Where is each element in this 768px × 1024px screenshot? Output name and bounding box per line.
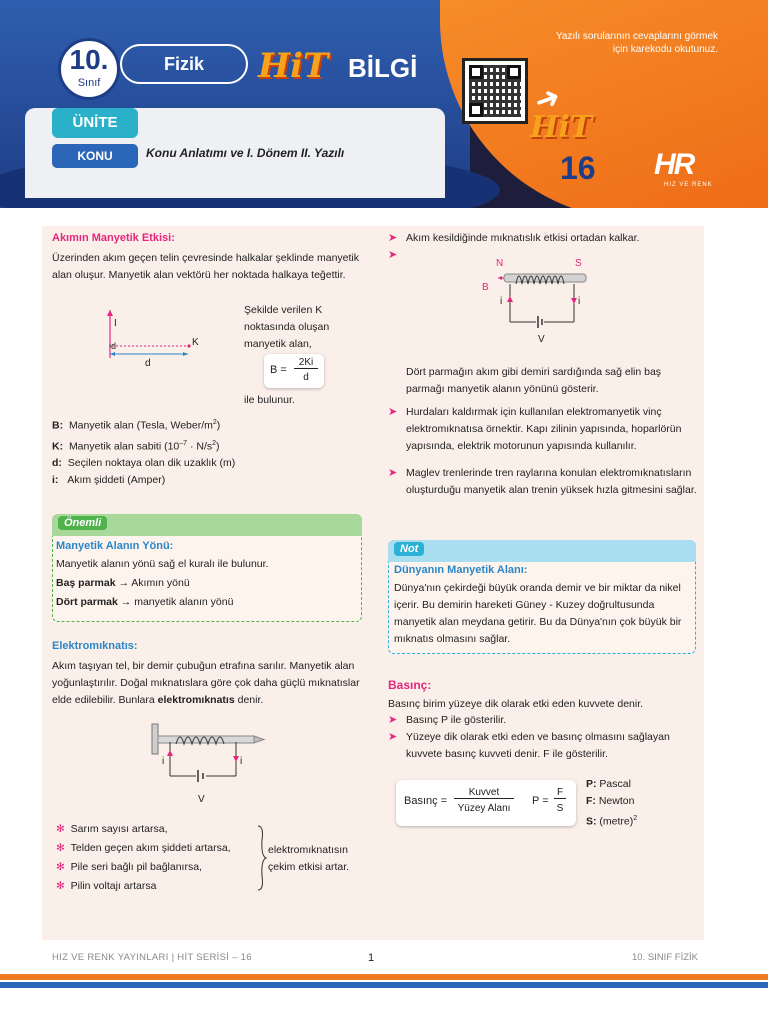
list-item (388, 729, 698, 763)
arrow-bullet-icon: ➤ (388, 232, 398, 244)
definition-i (52, 472, 362, 489)
plain-text: → Akımın yönü (115, 577, 190, 589)
definition-k (52, 435, 362, 456)
arrow-bullet-icon: ➤ (388, 714, 398, 726)
bullet-list-top (388, 230, 698, 261)
bilgi-logo: BİLGİ (348, 53, 418, 83)
paragraph: elektromıknatısın çekim etkisi artar. (268, 844, 350, 873)
important-line-3 (56, 594, 233, 611)
current-arrow-icon (107, 310, 113, 316)
unit-text: Pascal (599, 778, 631, 790)
unit-key: F: (586, 795, 596, 807)
fig1-label-k: K (192, 337, 199, 348)
current-arrow-down-icon (233, 756, 239, 762)
arrow-bullet-icon: ➤ (388, 731, 398, 743)
formula-denominator: d (303, 372, 309, 383)
definition-text: Seçilen noktaya olan dik uzaklık (m) (67, 457, 236, 469)
current-arrow-down-icon (571, 298, 577, 304)
hit-badge: HiT (530, 110, 593, 145)
list-item (56, 859, 256, 876)
formula-after-text: ile bulunur. (244, 394, 295, 406)
unit-key: P: (586, 778, 597, 790)
superscript: 2 (212, 439, 217, 447)
important-line-2 (56, 575, 190, 592)
superscript: –7 (179, 439, 188, 447)
section-title-magnetic-effect: Akımın Manyetik Etkisi: (52, 232, 175, 244)
definition-d (52, 455, 362, 472)
star-list (56, 821, 256, 895)
unit-f (586, 793, 698, 810)
list-item-text: Maglev trenlerinde tren raylarına konulan elektromıknatısların oluşturduğu manyetik alan trenin yüksek hızla gitmesini sağlar. (406, 467, 697, 496)
fig3-label-v: V (538, 334, 545, 345)
definition-tail: ) (216, 419, 221, 432)
list-item (388, 404, 698, 455)
section-text-pressure: Basınç birim yüzeye dik olarak etki eden kuvvete denir. (388, 698, 644, 710)
footer-bar-orange (0, 974, 768, 980)
unit-p (586, 776, 698, 793)
definition-text: Manyetik alan (Tesla, Weber/m (68, 419, 213, 432)
plain-text: Akım taşıyan tel, bir demir çubuğun etrafına sarılır. Manyetik alan yoğunlaştırılır. Doğal mıknatıslara göre çok daha güçlü mıknatıslar elde edilebilir. Bunlara (52, 660, 360, 706)
definition-key: i: (52, 474, 59, 486)
unit-text: (metre) (599, 815, 634, 828)
list-item-text: Sarım sayısı artarsa, (70, 823, 168, 835)
list-item (56, 878, 256, 895)
topic-title: Konu Anlatımı ve I. Dönem II. Yazılı (146, 146, 345, 160)
list-item-text: Akım kesildiğinde mıknatıslık etkisi ortadan kalkar. (406, 232, 640, 244)
nail-tip (254, 736, 264, 743)
formula-numerator: 2Ki (294, 357, 318, 369)
star-result (268, 842, 368, 876)
unit-s (586, 810, 698, 831)
bold-text: Dört parmak (56, 596, 118, 608)
paragraph: Dünya'nın çekirdeği büyük oranda demir ve bir miktar da nikel içerir. Bu demirin hareketi Güney - Kuzey doğrultusunda manyetik alan meydana getirir. Bu da Dünya'nın çok büyük bir mıknatıs olmasını sağlar. (394, 582, 682, 645)
page-number: 1 (368, 952, 375, 964)
footer-subject: 10. SINIF FİZİK (632, 952, 698, 963)
note-tab (388, 540, 696, 562)
arrow-bullet-icon: ➤ (388, 467, 398, 479)
units-list (586, 776, 698, 831)
paragraph: Üzerinden akım geçen telin çevresinde halkalar şeklinde manyetik alan oluşur. Manyetik alan vektörü her noktada halkaya teğettir. (52, 252, 359, 281)
formula2-numerator: Kuvvet (454, 787, 514, 799)
fig3-label-b: B (482, 282, 489, 293)
note-label: Not (394, 542, 424, 556)
list-item (388, 712, 698, 729)
note-text (394, 580, 692, 648)
publisher-logo: HR (654, 148, 694, 181)
definition-key: B: (52, 419, 64, 432)
list-item-text: Hurdaları kaldırmak için kullanılan elektromanyetik vinç elektromıknatısa örnektir. Kapı zilinin yapısında, hoparlörün yapısında, elektrik motorunun yapısında kullanılır. (406, 406, 682, 452)
list-item-text: Yüzeye dik olarak etki eden ve basınç olmasını sağlayan kuvvete basınç kuvveti denir. F ile gösterilir. (406, 731, 670, 760)
grade-badge (58, 38, 120, 100)
fig3-caption (406, 364, 698, 398)
definition-b (52, 414, 362, 435)
formula-box-b (264, 354, 324, 388)
list-item-text: Pilin voltajı artarsa (70, 880, 157, 892)
footer-bar-blue (0, 982, 768, 988)
definition-key: d: (52, 457, 62, 469)
list-item-text: Telden geçen akım şiddeti artarsa, (70, 842, 231, 854)
fig2-label-i-right: i (240, 756, 243, 767)
formula2-denominator: Yüzey Alanı (457, 803, 511, 814)
superscript: 2 (212, 419, 217, 426)
star-icon: ✻ (56, 823, 65, 835)
nail-head (152, 724, 158, 754)
qr-corner-icon (507, 65, 521, 79)
qr-code[interactable] (462, 58, 528, 124)
formula2-p-denominator: S (556, 803, 564, 814)
paragraph: Dört parmağın akım gibi demiri sardığında sağ elin baş parmağı manyetik alanın yönünü gösterir. (406, 366, 662, 395)
section-text-electromagnet (52, 658, 364, 709)
arrow-bullet-icon: ➤ (388, 406, 398, 418)
fig3-label-i-left: i (500, 296, 503, 307)
current-arrow-up-icon (507, 296, 513, 302)
important-line-1: Manyetik alanın yönü sağ el kuralı ile bulunur. (56, 558, 269, 570)
electromagnet-nail-figure (148, 720, 266, 796)
definition-text: Akım şiddeti (Amper) (67, 474, 166, 486)
star-icon: ✻ (56, 861, 65, 873)
point-k (187, 344, 190, 347)
qr-corner-icon (469, 65, 483, 79)
unit-key: S: (586, 815, 597, 828)
publisher-sub: HIZ VE RENK (664, 182, 713, 188)
definition-key: K: (52, 440, 64, 452)
current-arrow-up-icon (167, 750, 173, 756)
fig3-label-n: N (496, 258, 504, 269)
arrow-head-left-icon (110, 352, 115, 356)
important-title: Manyetik Alanın Yönü: (56, 540, 174, 552)
definitions-list (52, 414, 362, 489)
important-label: Önemli (58, 516, 107, 530)
fig1-label-d-small: d (111, 341, 117, 351)
fig2-label-v: V (198, 794, 205, 805)
definition-text: Manyetik alan sabiti (10 (68, 440, 180, 452)
arrow-bullet-icon: ➤ (388, 249, 398, 261)
formula2-lhs: Basınç = (404, 795, 448, 807)
unite-label: ÜNİTE (52, 108, 138, 138)
note-title: Dünyanın Manyetik Alanı: (394, 564, 528, 576)
star-icon: ✻ (56, 842, 65, 854)
konu-label: KONU (52, 144, 138, 168)
fig1-label-i: I (114, 318, 117, 329)
formula-lhs: B = (270, 364, 287, 376)
qr-note: Yazılı sorularının cevaplarını görmek için karekodu okutunuz. (555, 31, 718, 55)
definition-tail: · N/s (187, 440, 213, 452)
footer-publisher: HIZ VE RENK YAYINLARI | HİT SERİSİ – 16 (52, 952, 252, 963)
bullet-list-middle (388, 404, 698, 499)
hit-logo: HiT (258, 46, 329, 86)
fig3-label-s: S (575, 258, 582, 269)
bold-text: elektromıknatıs (157, 694, 235, 706)
paragraph: Şekilde verilen K noktasında oluşan manyetik alan, (244, 304, 330, 350)
qr-corner-icon (469, 103, 483, 117)
curved-arrow-icon: ➜ (530, 79, 566, 120)
grade-label: Sınıf (77, 77, 101, 89)
list-item (388, 465, 698, 499)
solenoid-figure (496, 262, 596, 338)
star-icon: ✻ (56, 880, 65, 892)
fig3-label-i-right: i (578, 296, 581, 307)
list-item (56, 821, 256, 838)
section-text-magnetic-effect (52, 250, 362, 284)
formula-box-pressure (396, 780, 576, 826)
definition-tail: ) (216, 440, 220, 452)
plain-text: → manyetik alanın yönü (117, 596, 234, 608)
paragraph (52, 658, 364, 709)
formula2-p-numerator: F (554, 787, 566, 799)
section-title-pressure: Basınç: (388, 678, 432, 692)
bullet-list-pressure (388, 712, 698, 763)
fig2-label-i-left: i (162, 756, 165, 767)
formula2-p: P = (532, 795, 549, 807)
list-item-text: Basınç P ile gösterilir. (406, 714, 507, 726)
brace-icon (256, 824, 268, 892)
side-text (244, 302, 362, 353)
plain-text: denir. (234, 694, 264, 706)
unit-text: Newton (598, 795, 635, 807)
section-title-electromagnet: Elektromıknatıs: (52, 640, 138, 652)
subject-label: Fizik (120, 44, 248, 84)
superscript: 2 (633, 815, 638, 822)
brace-path (258, 826, 266, 890)
fig1-label-d: d (145, 358, 151, 369)
hit-number: 16 (560, 150, 596, 186)
arrow-head-right-icon (183, 352, 188, 356)
bold-text: Baş parmak (56, 577, 116, 589)
grade-number: 10. (69, 44, 109, 75)
list-item-text: Pile seri bağlı pil bağlanırsa, (70, 861, 202, 873)
list-item (388, 230, 698, 247)
field-arrow-icon (498, 276, 502, 280)
list-item (56, 840, 256, 857)
